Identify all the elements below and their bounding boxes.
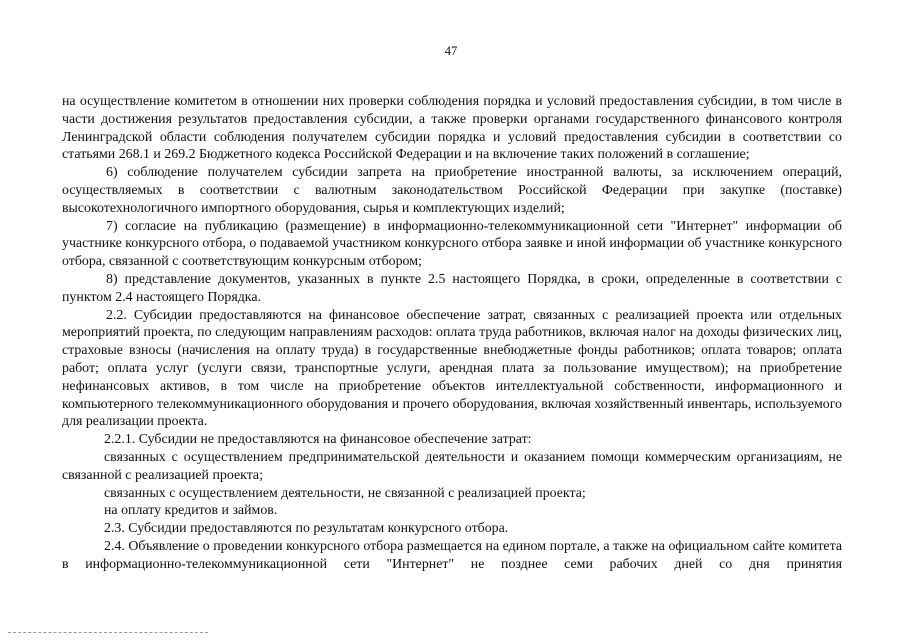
paragraph-exclusion-3: на оплату кредитов и займов.	[104, 503, 278, 519]
document-body	[62, 93, 842, 574]
paragraph-item-8: 8) представление документов, указанных в пункте 2.5 настоящего Порядка, в сроки, определенные в соответствии с пунктом 2.4 настоящего Порядка.	[62, 271, 842, 305]
scan-edge-line	[8, 632, 208, 633]
paragraph-item-7: 7) согласие на публикацию (размещение) в информационно-телекоммуникационной сети "Интернет" информации об участнике конкурсного отбора, о подаваемой участником конкурсного отбора заявке и иной информации об участнике конкурсного отбора, связанной с соответствующим конкурсным отбором;	[62, 218, 842, 270]
paragraph-2-3: 2.3. Субсидии предоставляются по результатам конкурсного отбора.	[104, 521, 509, 537]
paragraph-item-6: 6) соблюдение получателем субсидии запрета на приобретение иностранной валюты, за исключением операций, осуществляемых в соответствии с валютным законодательством Российской Федерации при закупке (поставке) высокотехнологичного импортного оборудования, сырья и комплектующих изделий;	[62, 165, 842, 216]
page-number: 47	[444, 44, 458, 58]
paragraph-exclusion-2: связанных с осуществлением деятельности, не связанной с реализацией проекта;	[104, 485, 586, 501]
paragraph-2-2-1: 2.2.1. Субсидии не предоставляются на финансовое обеспечение затрат:	[104, 432, 532, 448]
paragraph-continuation: на осуществление комитетом в отношении них проверки соблюдения порядка и условий предоставления субсидии, в том числе в части достижения результатов предоставления субсидии, а также проверки органами государственного финансового контроля Ленинградской области соблюдения получателем субсидии порядка и условий предоставления субсидии в соответствии со статьями 268.1 и 269.2 Бюджетного кодекса Российской Федерации и на включение таких положений в соглашение;	[62, 94, 842, 163]
paragraph-2-4: 2.4. Объявление о проведении конкурсного отбора размещается на едином портале, а также на официальном сайте комитета в информационно-телекоммуникационной сети "Интернет" не позднее семи рабочих дней со дня принятия	[62, 538, 842, 572]
paragraph-exclusion-1: связанных с осуществлением предпринимательской деятельности и оказанием помощи коммерческим организациям, не связанной с реализацией проекта;	[62, 449, 842, 483]
paragraph-2-2: 2.2. Субсидии предоставляются на финансовое обеспечение затрат, связанных с реализацией проекта или отдельных мероприятий проекта, по следующим направлениям расходов: оплата труда работников, включая налог на доходы физических лиц, страховые взносы (начисления на оплату труда) в государственные внебюджетные фонды работников; оплата товаров; оплата работ; оплата услуг (услуги связи, транспортные услуги, арендная плата за пользование имуществом); на приобретение нефинансовых активов, в том числе на приобретение объектов интеллектуальной собственности, информационного и компьютерного телекоммуникационного оборудования и прочего оборудования, включая хозяйственный инвентарь, используемого для реализации проекта.	[62, 307, 842, 430]
